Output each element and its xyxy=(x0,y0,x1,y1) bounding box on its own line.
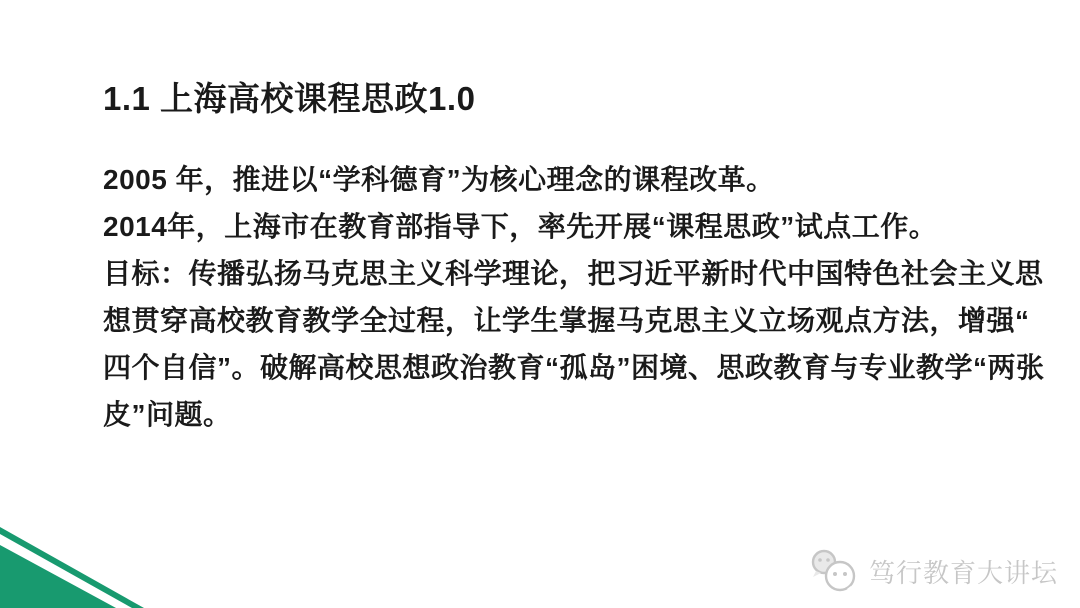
watermark-label: 笃行教育大讲坛 xyxy=(868,557,1058,588)
body-line: 四个自信”。破解高校思想政治教育“孤岛”困境、思政教育与专业教学“两张 xyxy=(103,352,1045,383)
corner-triangle-decoration xyxy=(0,478,200,608)
page-title: 1.1 上海高校课程思政1.0 xyxy=(103,80,476,117)
watermark xyxy=(809,548,1058,594)
wechat-chat-bubbles-icon xyxy=(809,548,861,594)
body-line: 皮”问题。 xyxy=(103,399,232,430)
body-line: 想贯穿高校教育教学全过程，让学生掌握马克思主义立场观点方法，增强“ xyxy=(103,305,1030,336)
corner-triangle xyxy=(0,545,116,608)
body-line: 2014年，上海市在教育部指导下，率先开展“课程思政”试点工作。 xyxy=(103,211,938,242)
body-paragraph xyxy=(103,156,1045,438)
body-line: 2005 年，推进以“学科德育”为核心理念的课程改革。 xyxy=(103,164,775,195)
body-line: 目标：传播弘扬马克思主义科学理论，把习近平新时代中国特色社会主义思 xyxy=(103,258,1044,289)
